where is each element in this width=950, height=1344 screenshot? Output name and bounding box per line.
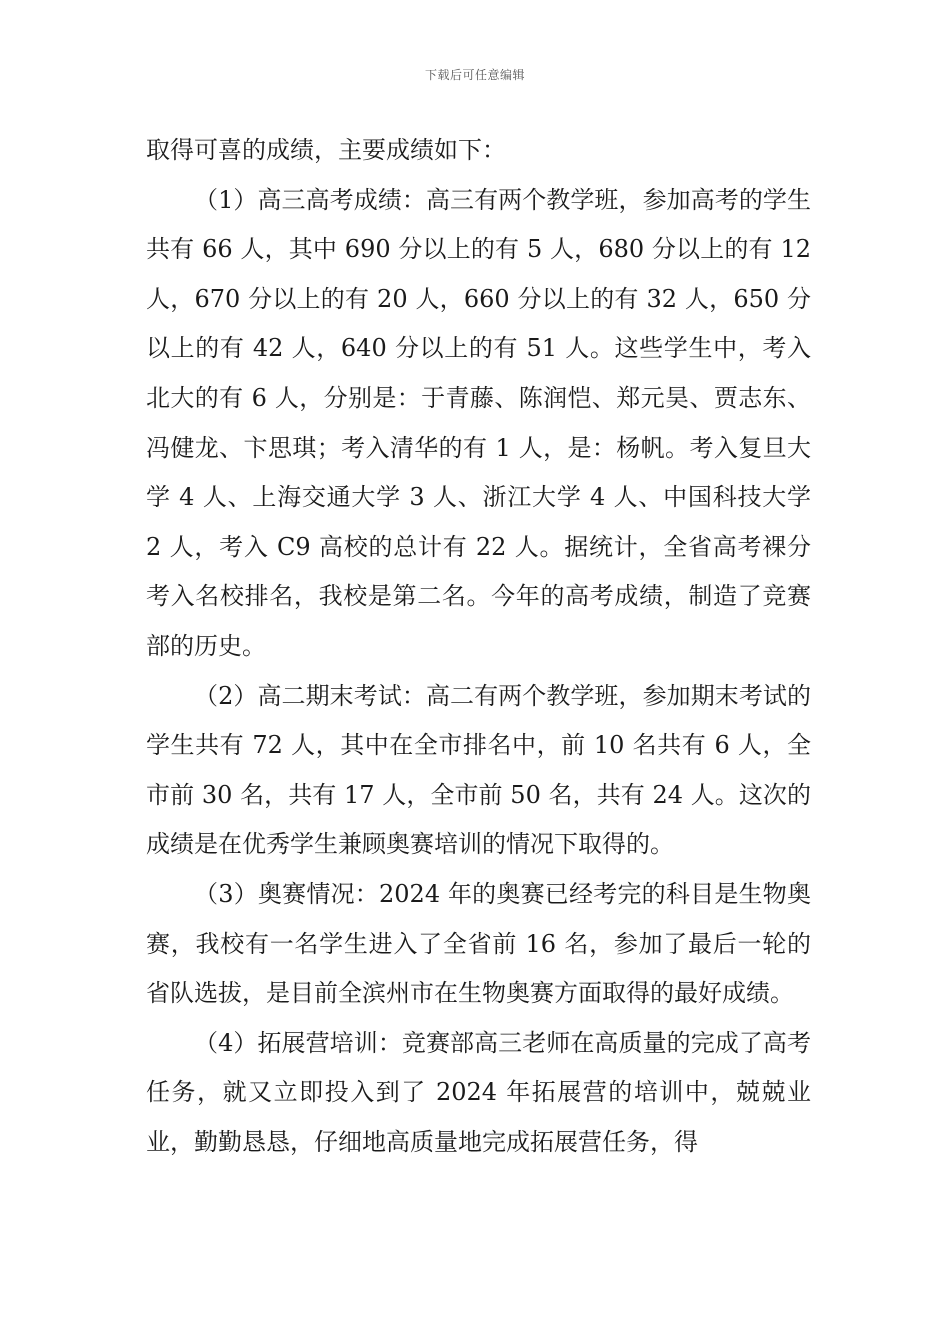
paragraph-gaokao-results: （1）高三高考成绩：高三有两个教学班，参加高考的学生共有 66 人，其中 690 分以上的有 5 人，680 分以上的有 12 人，670 分以上的有 20 人，660 分以上的有 32 人，650 分以上的有 42 人，640 分以上的有 51 人。这些学生中，考入北大的有 6 人，分别是：于青藤、陈润恺、郑元昊、贾志东、冯健龙、卞思琪；考入清华的有 1 人，是：杨帆。考入复旦大学 4 人、上海交通大学 3 人、浙江大学 4 人、中国科技大学 2 人，考入 C9 高校的总计有 22 人。据统计，全省高考裸分考入名校排名，我校是第二名。今年的高考成绩，制造了竞赛部的历史。 [146, 185, 811, 660]
document-body [146, 126, 811, 1167]
paragraph-grade2-final-exam: （2）高二期末考试：高二有两个教学班，参加期末考试的学生共有 72 人，其中在全市排名中，前 10 名共有 6 人，全市前 30 名，共有 17 人，全市前 50 名，共有 24 人。这次的成绩是在优秀学生兼顾奥赛培训的情况下取得的。 [146, 681, 811, 859]
paragraph-intro: 取得可喜的成绩，主要成绩如下： [146, 136, 506, 164]
paragraph-expansion-camp: （4）拓展营培训：竞赛部高三老师在高质量的完成了高考任务，就又立即投入到了 2024 年拓展营的培训中，兢兢业业，勤勤恳恳，仔细地高质量地完成拓展营任务，得 [146, 1028, 811, 1156]
paragraph-olympiad: （3）奥赛情况：2024 年的奥赛已经考完的科目是生物奥赛，我校有一名学生进入了全省前 16 名，参加了最后一轮的省队选拔，是目前全滨州市在生物奥赛方面取得的最好成绩。 [146, 879, 811, 1008]
page-header: 下载后可任意编辑 [424, 68, 525, 82]
